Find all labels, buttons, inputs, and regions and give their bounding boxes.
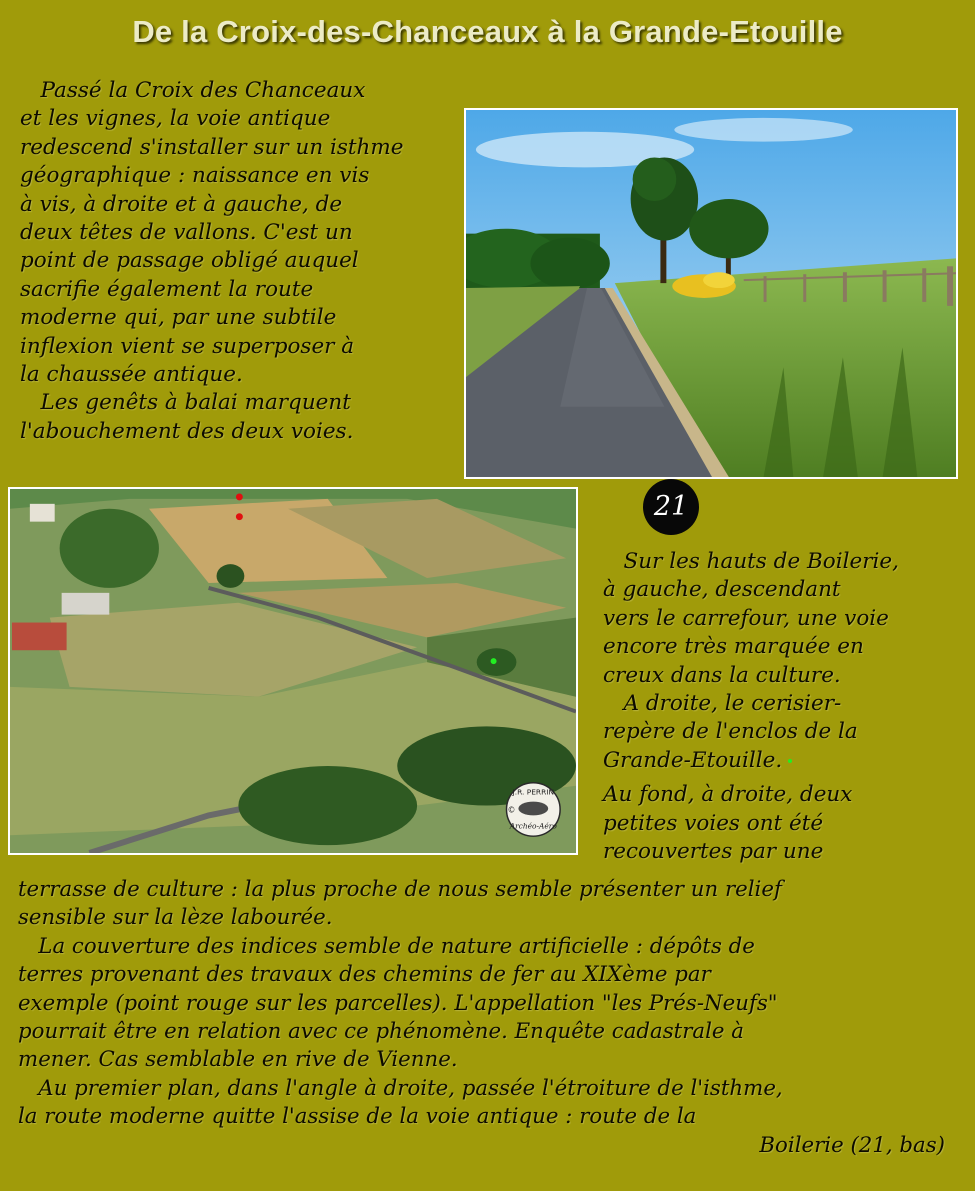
road-photo [464, 108, 958, 479]
text-line: deux têtes de vallons. C'est un [20, 220, 353, 246]
text-line: géographique : naissance en vis [20, 163, 370, 189]
intro-paragraph [20, 77, 490, 446]
text-line: moderne qui, par une subtile [20, 305, 337, 331]
text-line: point de passage obligé auquel [20, 248, 359, 274]
text-line: redescend s'installer sur un isthme [20, 134, 404, 160]
text-line: sensible sur la lèze labourée. [18, 905, 333, 931]
text-line: creux dans la culture. [603, 662, 841, 688]
text-line: terres provenant des travaux des chemins de fer au XIXème par [18, 962, 711, 988]
text-line: l'abouchement des deux voies. [20, 418, 354, 444]
text-line: à gauche, descendant [603, 577, 841, 603]
text-line: recouvertes par une [603, 839, 824, 865]
text-line: encore très marquée en [603, 634, 864, 660]
text-line: exemple (point rouge sur les parcelles). L'appellation "les Prés-Neufs" [18, 990, 778, 1016]
text-line: Passé la Croix des Chanceaux [20, 78, 366, 103]
text-line: repère de l'enclos de la [603, 719, 858, 745]
stamp-bottom-text: Archéo-Aéro [509, 821, 557, 831]
text-line: Grande-Etouille. [603, 747, 783, 773]
text-line: la chaussée antique. [20, 362, 243, 388]
aerial-description [603, 548, 973, 866]
text-line: mener. Cas semblable en rive de Vienne. [18, 1047, 458, 1073]
text-line: Au fond, à droite, deux [603, 782, 853, 808]
text-line: inflexion vient se superposer à [20, 333, 355, 359]
text-line: La couverture des indices semble de nature artificielle : dépôts de [18, 933, 755, 959]
text-line: à vis, à droite et à gauche, de [20, 191, 343, 217]
photographer-stamp [506, 783, 560, 836]
text-line: sacrifie également la route [20, 276, 314, 302]
page-title: De la Croix-des-Chanceaux à la Grande-Etouille [132, 14, 843, 49]
text-line: petites voies ont été [603, 810, 824, 836]
text-line: Boilerie (21, bas) [759, 1132, 945, 1158]
text-line: Au premier plan, dans l'angle à droite, passée l'étroiture de l'isthme, [18, 1075, 783, 1101]
bottom-paragraph [18, 876, 973, 1160]
aerial-photo [8, 487, 578, 855]
figure-number-badge: 21 [643, 479, 699, 535]
stamp-symbol: © [507, 805, 516, 815]
red-marker [236, 513, 243, 520]
text-line: Sur les hauts de Boilerie, [603, 549, 899, 574]
red-marker [236, 493, 243, 500]
text-line: la route moderne quitte l'assise de la voie antique : route de la [18, 1104, 697, 1130]
stamp-top-text: J.R. PERRIN [512, 787, 555, 797]
text-line: vers le carrefour, une voie [603, 605, 889, 631]
text-line: Les genêts à balai marquent [20, 390, 351, 416]
text-line: terrasse de culture : la plus proche de nous semble présenter un relief [18, 877, 782, 902]
text-line: A droite, le cerisier- [603, 691, 842, 717]
green-marker [491, 658, 497, 664]
text-line: pourrait être en relation avec ce phénomène. Enquête cadastrale à [18, 1019, 744, 1045]
text-line: et les vignes, la voie antique [20, 106, 331, 132]
green-dot-inline [788, 759, 792, 763]
